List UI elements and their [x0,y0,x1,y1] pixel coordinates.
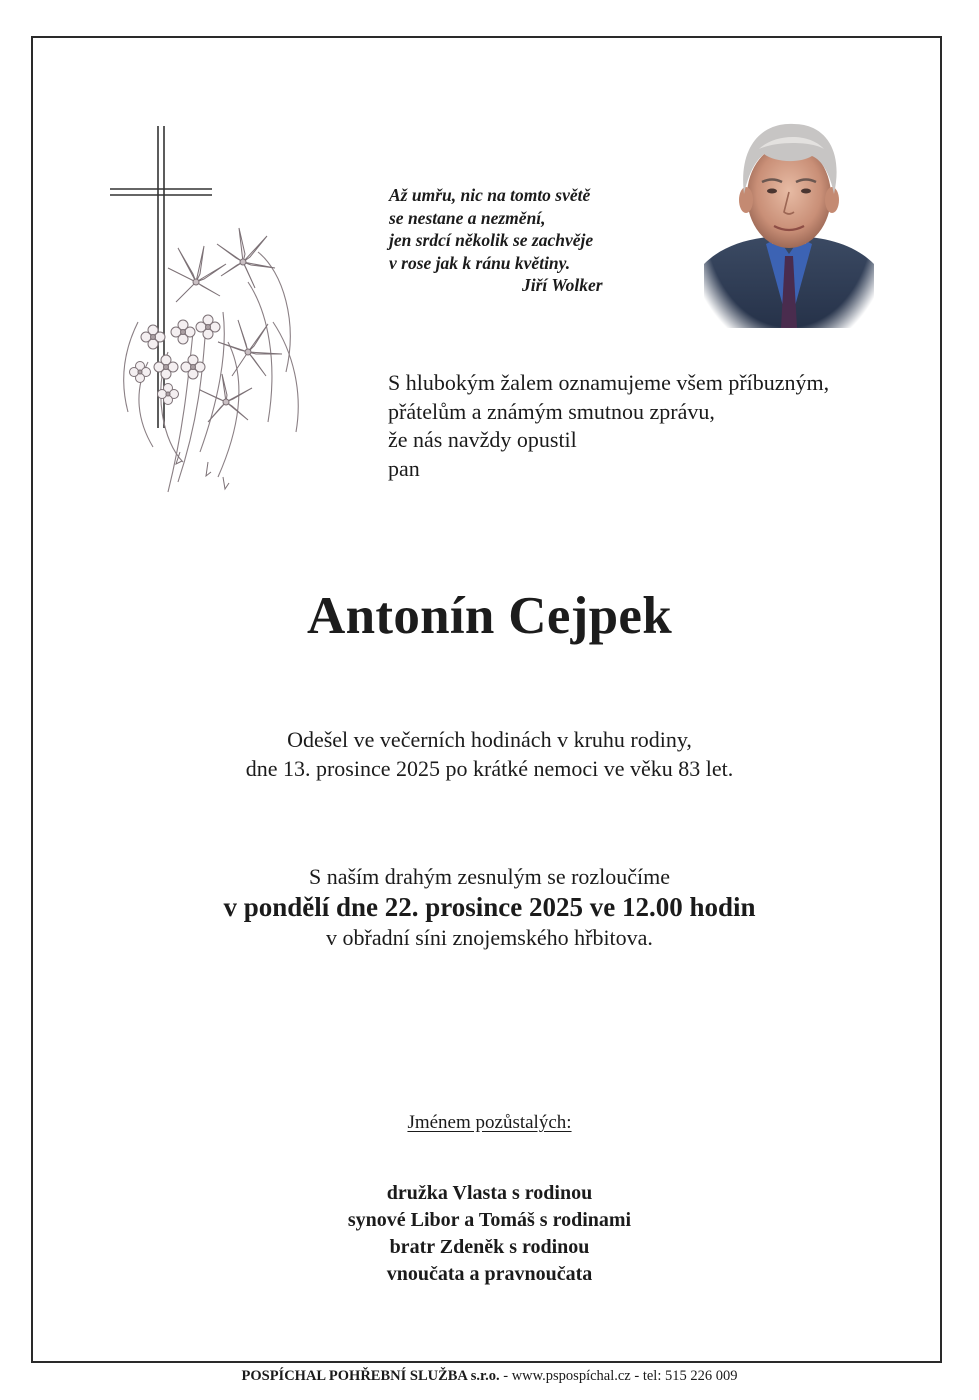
death-info-line: dne 13. prosince 2025 po krátké nemoci ve věku 83 let. [245,756,734,781]
survivor-item: družka Vlasta s rodinou [386,1182,593,1204]
survivors-heading [0,1111,979,1135]
ceremony-place: v obřadní síni znojemského hřbitova. [326,925,653,950]
death-info [0,725,979,783]
death-info-line: Odešel ve večerních hodinách v kruhu rodiny, [287,727,692,752]
survivor-item: bratr Zdeněk s rodinou [389,1236,590,1258]
poem-author: Jiří Wolker [522,275,603,295]
announcement-line: S hlubokým žalem oznamujeme všem příbuzným, [388,370,830,395]
deceased-name: Antonín Cejpek [307,587,672,645]
ceremony-info [0,862,979,952]
announcement-line: pan [388,455,420,481]
survivor-item: vnoučata a pravnoučata [386,1263,593,1285]
poem-quote [389,184,689,297]
cross-with-lilies-icon [108,122,318,502]
portrait-photo [704,104,874,328]
poem-line: v rose jak k ránu květiny. [389,252,571,273]
announcement-line: přátelům a známým smutnou zprávu, [388,398,715,424]
footer-company: POSPÍCHAL POHŘEBNÍ SLUŽBA s.r.o. [241,1368,500,1384]
survivors-list [0,1180,979,1288]
footer-contact: - www.pspospíchal.cz - tel: 515 226 009 [499,1368,738,1384]
poem-line: se nestane a nezmění, [389,207,546,228]
ceremony-intro: S naším drahým zesnulým se rozloučíme [308,864,671,889]
survivor-item: synové Libor a Tomáš s rodinami [347,1209,632,1231]
survivors-title: Jménem pozůstalých: [407,1112,572,1133]
announcement-text [388,369,908,483]
ceremony-datetime: v pondělí dne 22. prosince 2025 ve 12.00 hodin [223,892,756,922]
poem-line: jen srdcí několik se zachvěje [389,230,594,250]
footer [0,1366,979,1386]
announcement-line: že nás navždy opustil [388,427,577,452]
poem-line: Až umřu, nic na tomto světě [389,185,591,205]
